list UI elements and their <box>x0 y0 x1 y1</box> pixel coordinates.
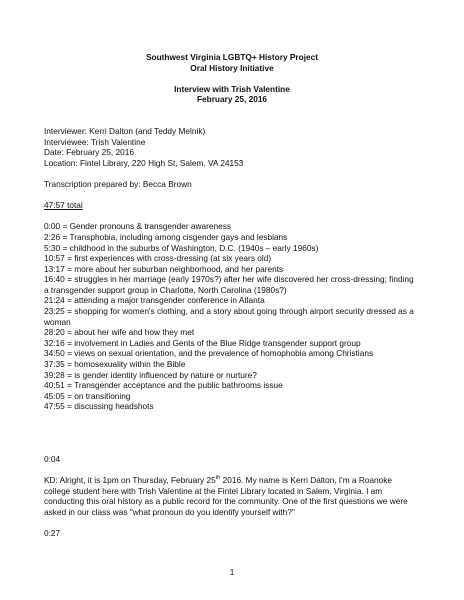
toc-item: 28:20 = about her wife and how they met <box>44 327 195 338</box>
interview-metadata <box>44 126 420 168</box>
toc-item: 47:55 = discussing headshots <box>44 401 154 412</box>
project-title <box>44 52 420 73</box>
toc-item: 16:40 = struggles in her marriage (early 1970s?) after her wife discovered her cross-dressing; finding a transgender support group in Charlotte, North Carolina (1980s?) <box>44 274 414 295</box>
initiative-name: Oral History Initiative <box>190 62 274 73</box>
location-line: Location: Fintel Library, 220 High St, Salem, VA 24153 <box>44 157 244 168</box>
interviewer-line: Interviewer: Kerri Dalton (and Teddy Melnik) <box>44 125 206 136</box>
timestamp: 0:27 <box>44 528 61 539</box>
timestamp: 0:04 <box>44 454 61 464</box>
toc-item: 21:24 = attending a major transgender conference in Atlanta <box>44 295 265 306</box>
page-number: 1 <box>229 567 235 577</box>
toc-item: 34:50 = views on sexual orientation, and the prevalence of homophobia among Christians <box>44 348 374 359</box>
interview-title: Interview with Trish Valentine <box>174 83 290 94</box>
interview-title-block <box>44 84 420 105</box>
total-duration: 47:57 total <box>44 200 83 211</box>
toc-item: 0:00 = Gender pronouns & transgender awareness <box>44 221 232 232</box>
transcript-paragraph <box>44 475 420 517</box>
speaker-text: KD: Alright, it is 1pm on Thursday, February 25 <box>44 475 216 486</box>
toc-item: 39:28 = is gender identity influenced by nature or nurture? <box>44 369 257 380</box>
toc-item: 10:57 = first experiences with cross-dressing (at six years old) <box>44 253 272 264</box>
ordinal-suffix: th <box>215 475 221 482</box>
toc-item: 2:26 = Transphobia, including among cisgender gays and lesbians <box>44 231 288 242</box>
transcription-credit: Transcription prepared by: Becca Brown <box>44 178 192 189</box>
date-line: Date: February 25, 2016 <box>44 147 134 158</box>
table-of-contents <box>44 221 420 412</box>
toc-item: 32:16 = involvement in Ladies and Gents of the Blue Ridge transgender support group <box>44 337 361 348</box>
project-name: Southwest Virginia LGBTQ+ History Project <box>145 52 319 62</box>
toc-item: 45:05 = on transitioning <box>44 390 131 401</box>
transcript <box>44 454 420 539</box>
toc-item: 5:30 = childhood in the suburbs of Washington, D.C. (1940s – early 1960s) <box>44 242 319 253</box>
toc-item: 40:51 = Transgender acceptance and the public bathrooms issue <box>44 380 283 391</box>
interviewee-line: Interviewee: Trish Valentine <box>44 136 146 147</box>
toc-item: 37:35 = homosexuality within the Bible <box>44 359 186 370</box>
toc-item: 13:17 = more about her suburban neighborhood, and her parents <box>44 263 284 274</box>
toc-item: 23:25 = shopping for women's clothing, and a story about going through airport security dressed as a woman <box>44 306 414 327</box>
interview-date: February 25, 2016 <box>196 94 268 105</box>
speaker-text-continued: 2016. My name is Kerri Dalton, I'm a Roanoke college student here with Trish Valentine at the Fintel Library located in Salem, Virginia. I am conducting this oral history as a public record for the community. One of the first questions we were asked in our class was "what pronoun do you identify yourself with?" <box>44 475 408 517</box>
